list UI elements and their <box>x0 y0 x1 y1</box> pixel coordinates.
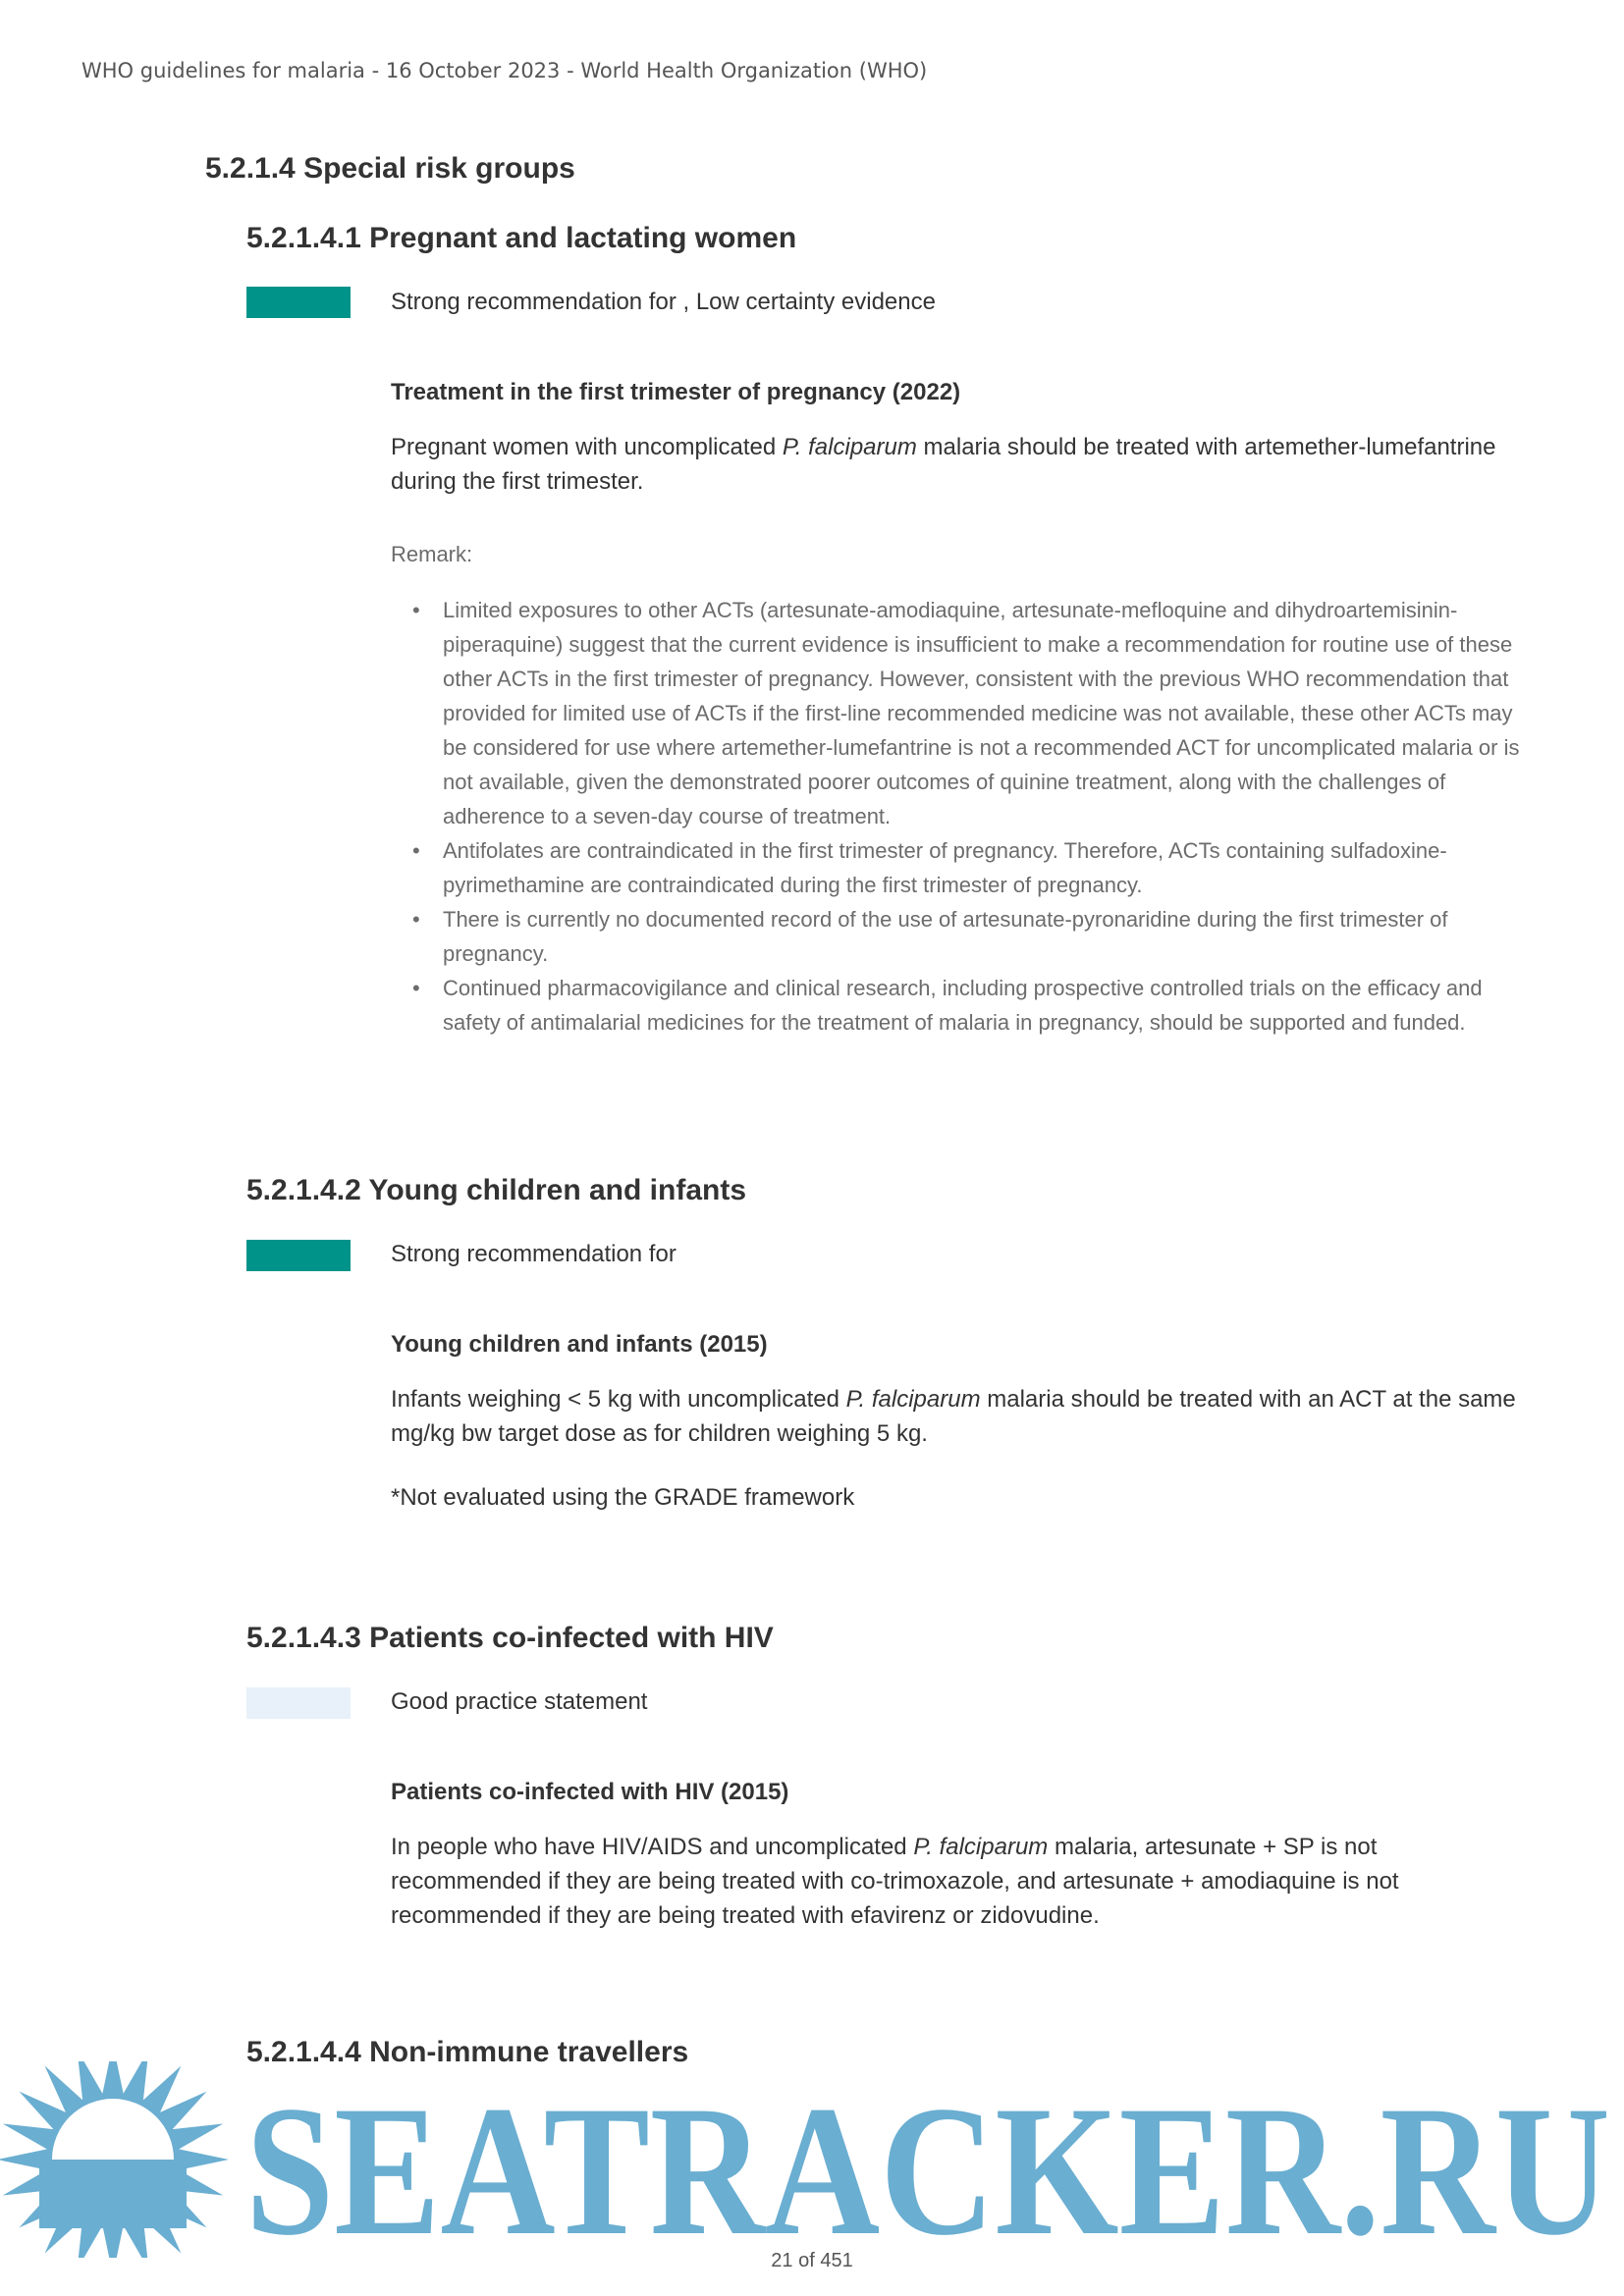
species-name: P. falciparum <box>782 434 917 460</box>
recommendation-text: Infants weighing < 5 kg with uncomplicated P. falciparum malaria should be treated with an ACT at the same mg/kg bw target dose as for children weighing 5 kg. <box>391 1386 1516 1447</box>
species-name: P. falciparum <box>845 1386 981 1413</box>
subsection-title-children: 5.2.1.4.2 Young children and infants <box>246 1174 747 1206</box>
watermark <box>0 2061 1624 2258</box>
remark-label: Remark: <box>391 542 473 566</box>
remark-item: • There is currently no documented record of the use of artesunate-pyronaridine during the first trimester of pregnancy. <box>391 902 1540 971</box>
footnote: *Not evaluated using the GRADE framework <box>391 1484 855 1511</box>
recommendation-title: Young children and infants (2015) <box>391 1331 768 1358</box>
recommendation-strength-bar <box>246 1240 351 1271</box>
remark-item: • Limited exposures to other ACTs (artesunate-amodiaquine, artesunate-mefloquine and dihydroartemisinin-piperaquine) suggest that the current evidence is insufficient to make a recommendation for routine use of these other ACTs in the first trimester of pregnancy. However, consistent with the previous WHO recommendation that provided for limited use of ACTs if the first-line recommended medicine was not available, these other ACTs may be considered for use where artemether-lumefantrine is not a recommended ACT for uncomplicated malaria or is not available, given the demonstrated poorer outcomes of quinine treatment, along with the challenges of adherence to a seven-day course of treatment. <box>391 593 1540 833</box>
recommendation-text: Pregnant women with uncomplicated P. falciparum malaria should be treated with artemether-lumefantrine during the first trimester. <box>391 434 1496 495</box>
watermark-text: SEATRACKER.RU <box>245 2068 1610 2258</box>
recommendation-title: Patients co-infected with HIV (2015) <box>391 1779 789 1805</box>
running-header: WHO guidelines for malaria - 16 October 2023 - World Health Organization (WHO) <box>81 59 928 82</box>
recommendation-strength-label: Strong recommendation for <box>391 1241 677 1267</box>
recommendation-text: In people who have HIV/AIDS and uncomplicated P. falciparum malaria, artesunate + SP is not recommended if they are being treated with co-trimoxazole, and artesunate + amodiaquine is not recommended if they are being treated with efavirenz or zidovudine. <box>391 1834 1399 1929</box>
recommendation-strength-bar <box>246 287 351 318</box>
subsection-title-pregnant: 5.2.1.4.1 Pregnant and lactating women <box>246 222 797 254</box>
remarks-list <box>391 593 1540 1040</box>
subsection-title-hiv: 5.2.1.4.3 Patients co-infected with HIV <box>246 1622 774 1654</box>
remark-item: • Antifolates are contraindicated in the first trimester of pregnancy. Therefore, ACTs containing sulfadoxine-pyrimethamine are contraindicated during the first trimester of pregnancy. <box>391 833 1540 902</box>
subsection-title-travellers: 5.2.1.4.4 Non-immune travellers <box>246 2036 689 2068</box>
species-name: P. falciparum <box>913 1834 1049 1860</box>
recommendation-strength-bar <box>246 1687 351 1719</box>
section-title: 5.2.1.4 Special risk groups <box>205 152 575 185</box>
recommendation-strength-label: Good practice statement <box>391 1688 648 1715</box>
sun-logo-icon <box>0 2061 229 2258</box>
remark-item: • Continued pharmacovigilance and clinical research, including prospective controlled trials on the efficacy and safety of antimalarial medicines for the treatment of malaria in pregnancy, should be supported and funded. <box>391 971 1540 1040</box>
recommendation-title: Treatment in the first trimester of pregnancy (2022) <box>391 379 961 405</box>
recommendation-strength-label: Strong recommendation for , Low certainty evidence <box>391 289 936 315</box>
page-number: 21 of 451 <box>771 2250 853 2271</box>
